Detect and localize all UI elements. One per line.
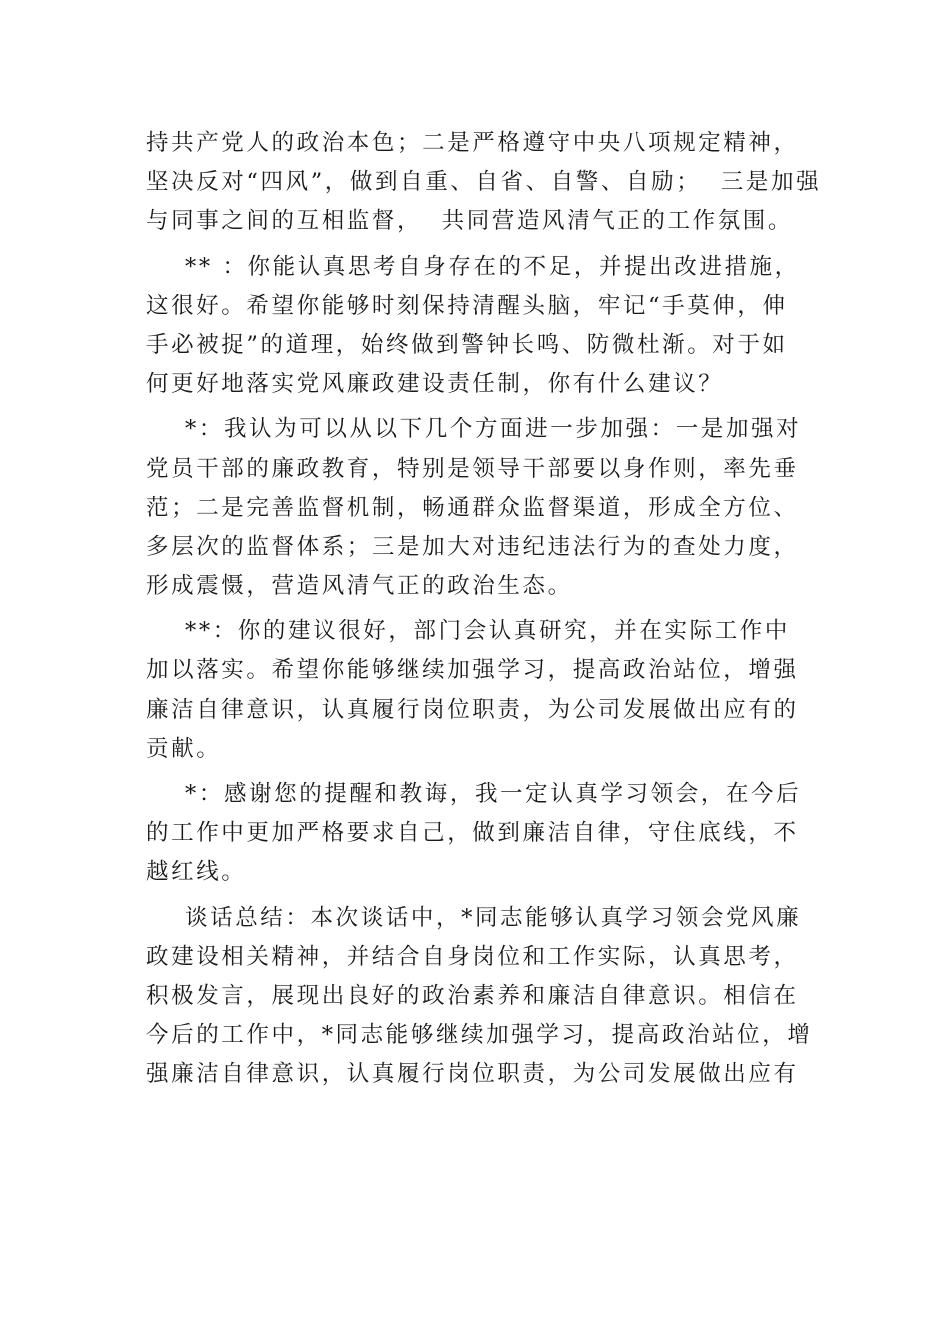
text-line: 范；二是完善监督机制，畅通群众监督渠道，形成全方位、 [146, 494, 799, 521]
text-line: 越红线。 [146, 859, 247, 886]
text-line: 与同事之间的互相监督， 共同营造风清气正的工作氛围。 [146, 208, 794, 235]
text-line: 政建设相关精神，并结合自身岗位和工作实际，认真思考， [146, 943, 799, 970]
text-line: 手必被捉”的道理，始终做到警钟长鸣、防微杜渐。对于如 [146, 331, 788, 358]
text-line: 何更好地落实党风廉政建设责任制，你有什么建议？ [146, 371, 724, 398]
text-line: 强廉洁自律意识，认真履行岗位职责，为公司发展做出应有 [146, 1061, 799, 1088]
text-line: 加以落实。希望你能够继续加强学习，提高政治站位，增强 [146, 657, 799, 684]
text-line: *：感谢您的提醒和教诲，我一定认真学习领会，在今后 [146, 781, 802, 807]
text-line: 廉洁自律意识，认真履行岗位职责，为公司发展做出应有的 [146, 696, 799, 723]
text-line: 今后的工作中，*同志能够继续加强学习，提高政治站位，增 [146, 1022, 813, 1049]
paragraph-2 [146, 248, 810, 405]
text-line: 形成震慑，营造风清气正的政治生态。 [146, 573, 573, 600]
paragraph-3 [146, 410, 810, 606]
text-line: 的工作中更加严格要求自己，做到廉洁自律，守住底线，不 [146, 820, 799, 847]
text-line: ** ：你能认真思考自身存在的不足，并提出改进措施， [146, 253, 800, 280]
paragraph-6 [146, 899, 813, 1095]
text-line: 持共产党人的政治本色；二是严格遵守中央八项规定精神， [146, 130, 799, 156]
document-body [146, 124, 822, 1101]
text-line: 多层次的监督体系；三是加大对违纪违法行为的查处力度， [146, 533, 799, 560]
text-line: *：我认为可以从以下几个方面进一步加强：一是加强对 [146, 416, 802, 443]
text-line: 这很好。希望你能够时刻保持清醒头脑，牢记“手莫伸，伸 [146, 292, 788, 319]
text-line: **：你的建议很好，部门会认真研究，并在实际工作中 [146, 618, 791, 645]
paragraph-5 [146, 775, 810, 893]
paragraph-4 [146, 612, 810, 769]
text-line: 坚决反对“四风”，做到自重、自省、自警、自励； 三是加强 [146, 169, 822, 196]
text-line: 党员干部的廉政教育，特别是领导干部要以身作则，率先垂 [146, 455, 799, 482]
paragraph-1 [146, 124, 822, 242]
text-line: 贡献。 [146, 735, 222, 762]
text-line: 积极发言，展现出良好的政治素养和廉洁自律意识。相信在 [146, 982, 799, 1009]
text-line: 谈话总结：本次谈话中，*同志能够认真学习领会党风廉 [146, 904, 802, 931]
